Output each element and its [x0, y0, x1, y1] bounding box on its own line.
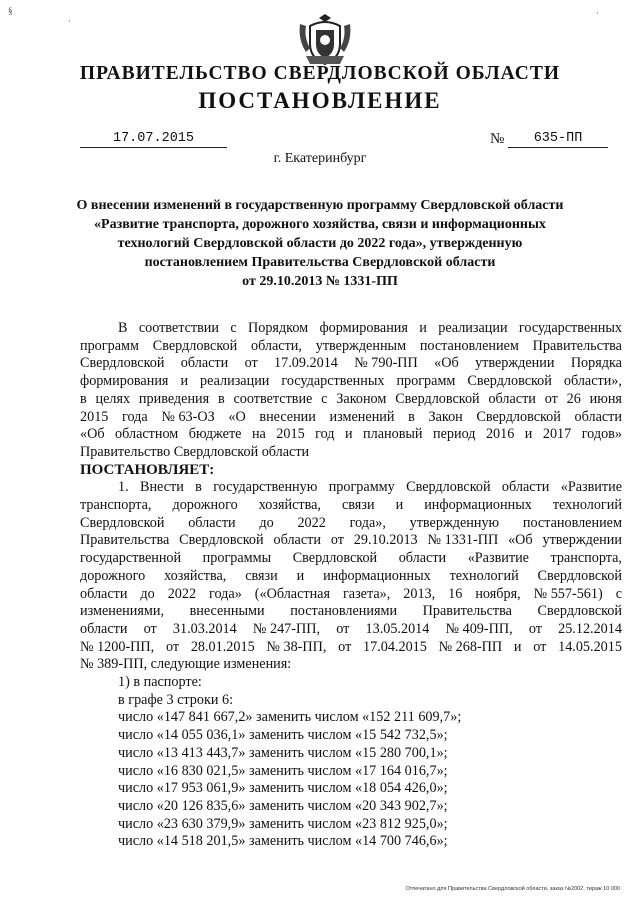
word: Свердловской	[292, 550, 378, 567]
word: государственных	[281, 373, 385, 390]
word: программы	[202, 550, 272, 567]
word: области	[80, 620, 128, 637]
word: 2022	[167, 585, 197, 602]
word: Правительства	[532, 337, 622, 354]
list-item: 1) в паспорте:	[118, 674, 202, 691]
word: № 409-ПП,	[445, 620, 513, 637]
word: Свердловской	[476, 408, 561, 425]
word: целях	[95, 390, 131, 407]
word: 14.05.2015	[558, 638, 622, 655]
government-title: ПРАВИТЕЛЬСТВО СВЕРДЛОВСКОЙ ОБЛАСТИ	[79, 63, 561, 84]
text-line	[80, 479, 622, 497]
word: от	[336, 620, 350, 637]
word: в	[195, 479, 202, 496]
word: год	[315, 426, 335, 443]
word: связи	[342, 497, 375, 514]
word: программу	[328, 479, 395, 496]
word: июня	[589, 390, 622, 407]
word: 17.04.2015	[363, 638, 427, 655]
word: соответствии	[138, 320, 219, 336]
word: Законом	[336, 390, 387, 407]
text-line	[80, 550, 622, 568]
heading-line: постановлением Правительства Свердловской области	[144, 255, 496, 270]
word: утвержденным	[315, 337, 407, 354]
list-item: число «14 055 036,1» заменить числом «15 542 732,5»;	[118, 727, 448, 744]
word: 25.12.2014	[558, 620, 622, 637]
word: и	[180, 373, 189, 390]
word: от	[533, 638, 547, 655]
word: № 1200-ПП,	[80, 638, 155, 655]
list-item: число «20 126 835,6» заменить числом «20 343 902,7»;	[118, 797, 448, 814]
word: № 790-ПП	[354, 355, 418, 372]
word: до	[259, 514, 274, 531]
word: годов»	[581, 426, 622, 443]
word: внесенными	[189, 603, 265, 620]
scan-mark: §	[8, 6, 13, 16]
word: Правительства	[80, 532, 170, 549]
word: от	[544, 390, 558, 407]
word: с	[230, 320, 237, 336]
word: дорожного	[172, 497, 238, 514]
word: хозяйства,	[164, 567, 227, 584]
word: «Развитие	[560, 479, 622, 496]
heading-line: «Развитие транспорта, дорожного хозяйства, связи и информационных	[94, 217, 546, 232]
word: Свердловской	[179, 532, 264, 549]
text-line	[80, 355, 622, 373]
word: года	[122, 408, 148, 425]
word: 2015	[276, 426, 305, 443]
text-line	[80, 391, 622, 409]
word: Закон	[428, 408, 463, 425]
word: 2022	[297, 514, 326, 531]
word: 13.05.2014	[365, 620, 430, 637]
word: плановый	[363, 426, 423, 443]
word: № 557-561)	[533, 585, 603, 602]
word: области»,	[563, 373, 622, 390]
word: приведения	[138, 390, 210, 407]
number-sign: №	[490, 131, 505, 147]
word: 2013,	[403, 585, 436, 602]
text-line	[80, 497, 622, 515]
word: областном	[115, 426, 179, 443]
word: хозяйства,	[258, 497, 321, 514]
word: 2017	[542, 426, 572, 443]
document-body	[80, 320, 622, 851]
text-line	[80, 586, 622, 604]
word: технологий	[552, 497, 622, 514]
word: 1.	[118, 479, 129, 496]
word: Свердловской	[395, 390, 480, 407]
word: государственную	[213, 479, 318, 496]
word: государственной	[80, 550, 182, 567]
word: Свердловской	[467, 373, 552, 390]
document-date: 17.07.2015	[80, 131, 227, 148]
list-item: число «13 413 443,7» заменить числом «15 280 700,1»;	[118, 744, 448, 761]
text-line: № 389-ПП, следующие изменения:	[80, 656, 292, 673]
word: Свердловской	[537, 603, 622, 620]
word: в	[80, 390, 87, 407]
word: программ	[396, 373, 456, 390]
word: и	[395, 497, 404, 514]
word: формирования	[80, 373, 169, 390]
word: период	[433, 426, 476, 443]
text-line	[80, 409, 622, 427]
word: Свердловской	[152, 337, 238, 354]
word: государственных	[518, 320, 622, 336]
word: и	[419, 320, 427, 336]
word: области	[80, 585, 128, 602]
word: № 268-ПП	[438, 638, 503, 655]
word: газета»,	[342, 585, 391, 602]
word: области	[180, 355, 229, 372]
word: Правительства	[422, 603, 512, 620]
word: связи	[245, 567, 278, 584]
word: 16	[448, 585, 463, 602]
list-item: число «23 630 379,9» заменить числом «23 812 925,0»;	[118, 815, 448, 832]
word: в	[408, 408, 415, 425]
word: 2016	[485, 426, 515, 443]
text-line	[80, 320, 622, 338]
word: 17.09.2014	[274, 355, 338, 372]
word: и	[296, 567, 305, 584]
document-type-title: ПОСТАНОВЛЕНИЕ	[198, 88, 442, 113]
word: утверждении	[542, 532, 622, 549]
heading-line: О внесении изменений в государственную программу Свердловской области	[76, 198, 564, 213]
word: № 63-ОЗ	[161, 408, 215, 425]
word: от	[143, 620, 157, 637]
print-footer-note: Отпечатано для Правительства Свердловской области, заказ №2002, тираж 10 000	[405, 886, 620, 892]
word: реализации	[438, 320, 508, 336]
word: ноября,	[475, 585, 521, 602]
word: и	[513, 638, 522, 655]
word: Свердловской	[80, 355, 165, 372]
word: с	[615, 585, 622, 602]
word: в	[217, 390, 225, 407]
word: изменениями,	[80, 603, 164, 620]
word: 31.03.2014	[172, 620, 237, 637]
word: 26	[566, 390, 581, 407]
word: информационных	[323, 567, 431, 584]
text-line	[80, 532, 622, 550]
word: от	[165, 638, 180, 655]
text-line	[80, 426, 622, 444]
list-item: число «14 518 201,5» заменить числом «14 700 746,6»;	[118, 833, 448, 850]
word: постановлениями	[290, 603, 398, 620]
word: с	[321, 390, 328, 407]
word: соответствие	[233, 390, 313, 407]
word: области	[501, 479, 550, 496]
word: области,	[250, 337, 302, 354]
list-item: число «17 953 061,9» заменить числом «18 054 426,0»;	[118, 780, 448, 797]
scan-mark: ·	[596, 8, 599, 18]
word: области	[188, 514, 236, 531]
word: утверждении	[475, 355, 555, 372]
word: реализации	[200, 373, 270, 390]
word: «Об	[434, 355, 459, 372]
text-line	[80, 515, 622, 533]
word: № 38-ПП,	[266, 638, 327, 655]
text-line: Правительство Свердловской области	[80, 443, 310, 460]
list-item: число «147 841 667,2» заменить числом «152 211 609,7»;	[118, 709, 462, 726]
word: от	[528, 620, 542, 637]
text-line	[80, 338, 622, 356]
word: на	[251, 426, 266, 443]
word: 2015	[80, 408, 109, 425]
word: Свердловской	[537, 567, 622, 584]
text-line	[80, 603, 622, 621]
word: Порядка	[570, 355, 622, 372]
resolves-label: ПОСТАНОВЛЯЕТ:	[80, 461, 215, 478]
word: Внести	[140, 479, 184, 496]
word: внесении	[259, 408, 316, 425]
text-line	[80, 621, 622, 639]
word: транспорта,	[550, 550, 622, 567]
word: 28.01.2015	[190, 638, 255, 655]
word: Свердловской	[406, 479, 491, 496]
text-line	[80, 568, 622, 586]
word: «О	[228, 408, 246, 425]
city-name: г. Екатеринбург	[273, 151, 367, 166]
word: технологий	[449, 567, 519, 584]
word: Свердловской	[80, 514, 165, 531]
word: 29.10.2013	[353, 532, 418, 549]
word: постановлением	[419, 337, 519, 354]
word: года»	[209, 585, 242, 602]
heading-line: технологий Свердловской области до 2022 года», утвержденную	[117, 236, 523, 251]
word: от	[338, 638, 352, 655]
word: года»,	[349, 514, 386, 531]
word: В	[118, 320, 128, 336]
document-heading	[60, 196, 580, 291]
word: от	[244, 355, 258, 372]
word: постановлением	[522, 514, 622, 531]
word: до	[140, 585, 155, 602]
word: области	[574, 408, 622, 425]
word: Порядком	[247, 320, 309, 336]
list-item: в графе 3 строки 6:	[118, 691, 234, 708]
scan-mark: ·	[68, 16, 71, 26]
word: № 1331-ПП	[427, 532, 499, 549]
word: изменений	[329, 408, 395, 425]
word: области	[398, 550, 447, 567]
word: области	[488, 390, 536, 407]
coat-of-arms-emblem	[296, 12, 354, 68]
word: («Областная	[254, 585, 330, 602]
heading-line: от 29.10.2013 № 1331-ПП	[242, 274, 398, 289]
word: «Развитие	[467, 550, 529, 567]
word: утвержденную	[409, 514, 500, 531]
word: «Об	[508, 532, 533, 549]
text-line	[80, 639, 622, 657]
document-number: 635-ПП	[508, 131, 608, 148]
list-item: число «16 830 021,5» заменить числом «17 164 016,7»;	[118, 762, 448, 779]
text-line	[80, 373, 622, 391]
word: программ	[80, 337, 139, 354]
word: дорожного	[80, 567, 146, 584]
word: транспорта,	[80, 497, 152, 514]
word: информационных	[424, 497, 532, 514]
word: и	[524, 426, 533, 443]
word: № 247-ПП,	[252, 620, 321, 637]
word: «Об	[80, 426, 105, 443]
word: и	[344, 426, 353, 443]
word: области	[273, 532, 321, 549]
word: от	[330, 532, 344, 549]
word: бюджете	[188, 426, 242, 443]
word: формирования	[319, 320, 408, 336]
